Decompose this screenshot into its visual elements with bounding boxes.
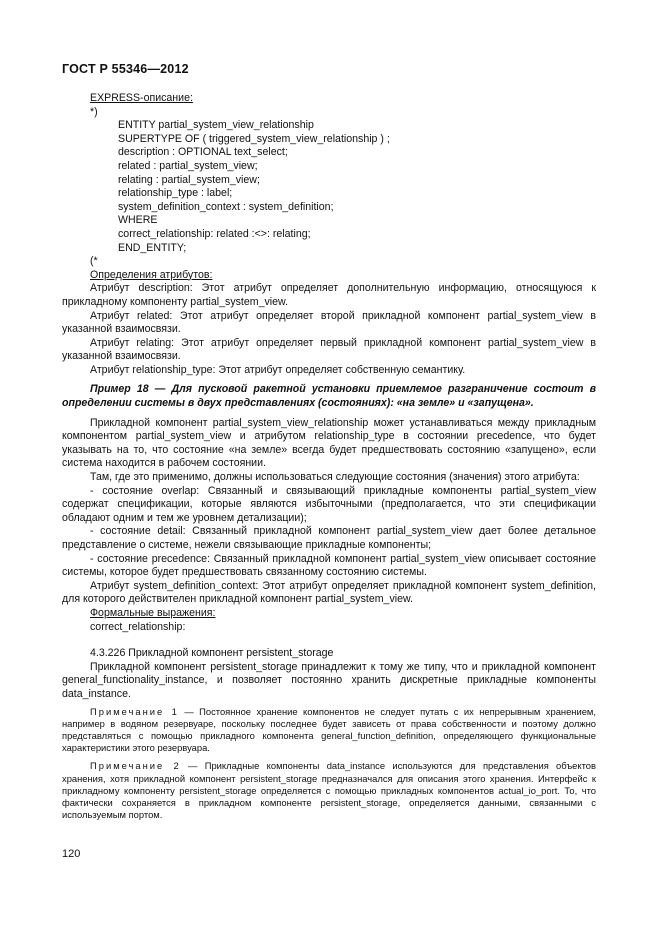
section-title: 4.3.226 Прикладной компонент persistent_storage: [90, 647, 334, 660]
open-comment: *): [90, 105, 98, 118]
code-block: [118, 119, 596, 255]
formal-heading: Формальные выражения:: [90, 606, 216, 619]
note-2: [62, 760, 596, 821]
body-paragraph: Там, где это применимо, должны использоваться следующие состояния (значения) этого атрибута:: [90, 471, 580, 484]
code-line: correct_relationship: related :<>: relating;: [118, 227, 311, 240]
code-line: system_definition_context : system_definition;: [118, 200, 334, 213]
express-heading: EXPRESS-описание:: [90, 92, 193, 104]
note-2-text: — Прикладные компоненты data_instance используются для представления объектов хранения, хотя прикладной компонент persistent_storage предназначался для описания этого хранения. Интерфейс к прикладному компоненту persistent_storage определяется с помощью прикладных компонентов actual_io_port. То, что фактически сохраняется в прикладном компоненте persistent_storage, определяется данными, связанными с используемым портом.: [62, 760, 596, 821]
body-paragraph: Атрибут system_definition_context: Этот атрибут определяет прикладной компонент system_definition, для которого действителен прикладной компонент partial_system_view.: [62, 579, 596, 606]
code-line: relationship_type : label;: [118, 187, 233, 200]
code-line: description : OPTIONAL text_select;: [118, 146, 288, 159]
page-body: [62, 92, 596, 821]
code-line: END_ENTITY;: [118, 241, 187, 254]
attribute-definition: Атрибут related: Этот атрибут определяет второй прикладной компонент partial_system_view в указанной взаимосвязи.: [62, 309, 596, 336]
body-paragraph: Прикладной компонент partial_system_view_relationship может устанавливаться между прикладным компонентом partial_system_view и атрибутом relationship_type в состоянии precedence, что будет указывать на то, что состояние «на земле» всегда будет предшествовать состоянию «запущено», если система находится в рабочем состоянии.: [62, 416, 596, 470]
page-number: 120: [62, 848, 81, 860]
note-2-label: Примечание 2: [90, 760, 181, 772]
note-1: [62, 706, 596, 755]
note-1-text: — Постоянное хранение компонентов не следует путать с их непрерывным хранением, например в водяном резервуаре, поскольку последнее будет зависеть от права собственности и поэтому должно представляться с помощью прикладного компонента general_function_definition, определяющего функциональные характеристики этого резервуара.: [62, 705, 596, 754]
state-item-overlap: - состояние overlap: Связанный и связывающий прикладные компоненты partial_system_view содержат спецификации, которые являются избыточными (предполагается, что эти спецификации обладают одним и тем же уровнем детализации);: [62, 484, 596, 524]
attributes-heading: Определения атрибутов:: [90, 268, 213, 281]
close-comment: (*: [90, 255, 98, 268]
section-paragraph: Прикладной компонент persistent_storage принадлежит к тому же типу, что и прикладной компонент general_functionality_instance, и позволяет постоянно хранить дискретные прикладные компоненты data_instance.: [62, 660, 596, 700]
example-18: Пример 18 — Для пусковой ракетной установки приемлемое разграничение состоит в определении системы в двух представлениях (состояниях): «на земле» и «запущена».: [62, 383, 596, 410]
code-line: related : partial_system_view;: [118, 159, 258, 172]
formal-item: correct_relationship:: [90, 620, 186, 633]
code-line: SUPERTYPE OF ( triggered_system_view_relationship ) ;: [118, 132, 390, 145]
attribute-definition: Атрибут description: Этот атрибут определяет дополнительную информацию, относящуюся к прикладному компоненту partial_system_view.: [62, 282, 596, 308]
attribute-definition: Атрибут relationship_type: Этот атрибут определяет собственную семантику.: [90, 363, 466, 376]
attribute-definition: Атрибут relating: Этот атрибут определяет первый прикладной компонент partial_system_view в указанной взаимосвязи.: [62, 336, 596, 363]
state-item-detail: - состояние detail: Связанный прикладной компонент partial_system_view дает более детальное представление о системе, нежели связывающие прикладные компоненты;: [62, 525, 596, 551]
code-line: ENTITY partial_system_view_relationship: [118, 119, 314, 132]
code-line: WHERE: [118, 214, 158, 227]
standard-header: ГОСТ Р 55346—2012: [62, 62, 189, 76]
note-1-label: Примечание 1: [90, 705, 179, 717]
code-line: relating : partial_system_view;: [118, 173, 260, 186]
state-item-precedence: - состояние precedence: Связанный прикладной компонент partial_system_view описывает состояние системы, которое будет предшествовать связанному состоянию системы.: [62, 552, 596, 579]
